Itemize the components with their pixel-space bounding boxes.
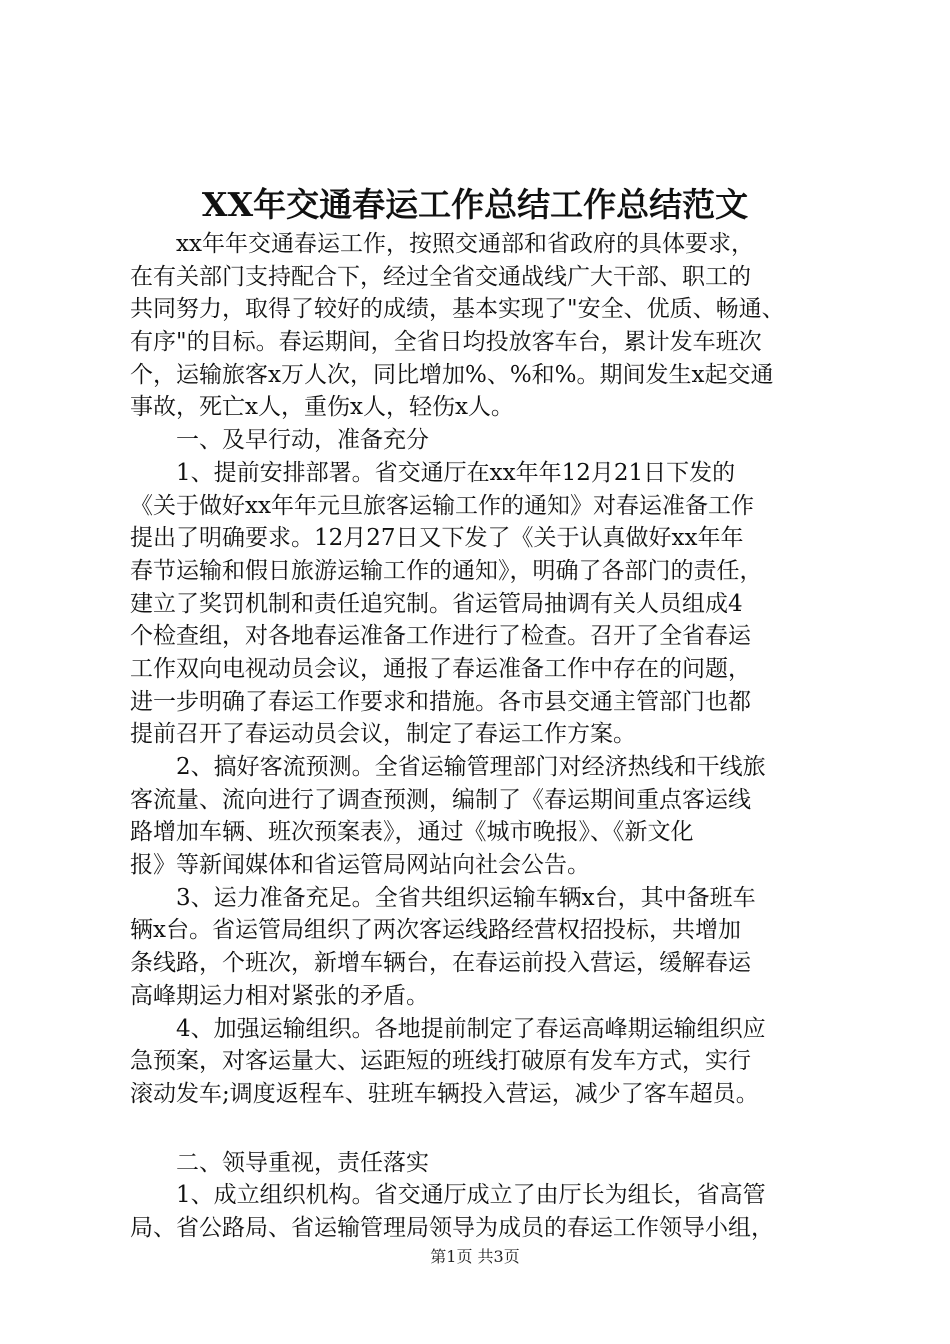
text-line: 春节运输和假日旅游运输工作的通知》，明确了各部门的责任，: [130, 557, 763, 584]
text-line: 3、运力准备充足。全省共组织运输车辆x台，其中备班车: [176, 884, 756, 911]
text-line: 客流量、流向进行了调查预测，编制了《春运期间重点客运线: [130, 786, 751, 813]
body-paragraphs: [130, 228, 836, 1111]
text-line: 报》等新闻媒体和省运管局网站向社会公告。: [130, 852, 590, 879]
text-line: 提前召开了春运动员会议，制定了春运工作方案。: [130, 721, 636, 748]
text-line: xx年年交通春运工作，按照交通部和省政府的具体要求，: [176, 231, 754, 257]
text-line: 路增加车辆、班次预案表》，通过《城市晚报》、《新文化: [130, 819, 694, 846]
text-line: 滚动发车;调度返程车、驻班车辆投入营运，减少了客车超员。: [130, 1080, 759, 1107]
text-line: 1、提前安排部署。省交通厅在xx年年12月21日下发的: [176, 459, 736, 486]
document-title: XX年交通春运工作总结工作总结范文: [201, 185, 749, 224]
text-line: 局、省公路局、省运输管理局领导为成员的春运工作领导小组，: [130, 1214, 774, 1241]
text-line: 辆x台。省运管局组织了两次客运线路经营权招投标，共增加: [130, 917, 741, 944]
document-body: [130, 228, 836, 1245]
page-footer: 第1页 共3页: [430, 1247, 520, 1266]
paragraph-gap: [130, 1111, 836, 1147]
text-line: 条线路，个班次，新增车辆台，在春运前投入营运，缓解春运: [130, 950, 751, 977]
text-line: 《关于做好xx年年元旦旅客运输工作的通知》对春运准备工作: [130, 492, 754, 519]
text-line: 二、领导重视，责任落实: [176, 1149, 429, 1176]
text-line: 个，运输旅客x万人次，同比增加%、%和%。期间发生x起交通: [130, 361, 774, 388]
text-line: 共同努力，取得了较好的成绩，基本实现了"安全、优质、畅通、: [130, 296, 785, 323]
text-line: 工作双向电视动员会议，通报了春运准备工作中存在的问题，: [130, 655, 751, 682]
text-line: 一、及早行动，准备充分: [176, 427, 429, 454]
text-line: 建立了奖罚机制和责任追究制。省运管局抽调有关人员组成4: [130, 590, 743, 617]
text-line: 进一步明确了春运工作要求和措施。各市县交通主管部门也都: [130, 688, 751, 715]
text-line: 急预案，对客运量大、运距短的班线打破原有发车方式，实行: [130, 1048, 751, 1075]
text-line: 2、搞好客流预测。全省运输管理部门对经济热线和干线旅: [176, 754, 766, 780]
text-line: 事故，死亡x人，重伤x人，轻伤x人。: [130, 394, 514, 421]
text-line: 个检查组，对各地春运准备工作进行了检查。召开了全省春运: [130, 623, 751, 650]
text-line: 1、成立组织机构。省交通厅成立了由厅长为组长，省高管: [176, 1182, 766, 1209]
text-line: 提出了明确要求。12月27日又下发了《关于认真做好xx年年: [130, 525, 744, 552]
body-paragraphs-continued: [130, 1147, 836, 1245]
text-line: 4、加强运输组织。各地提前制定了春运高峰期运输组织应: [176, 1015, 766, 1042]
text-line: 在有关部门支持配合下，经过全省交通战线广大干部、职工的: [130, 263, 751, 290]
text-line: 有序"的目标。春运期间，全省日均投放客车台，累计发车班次: [130, 329, 762, 356]
text-line: 高峰期运力相对紧张的矛盾。: [130, 982, 429, 1009]
